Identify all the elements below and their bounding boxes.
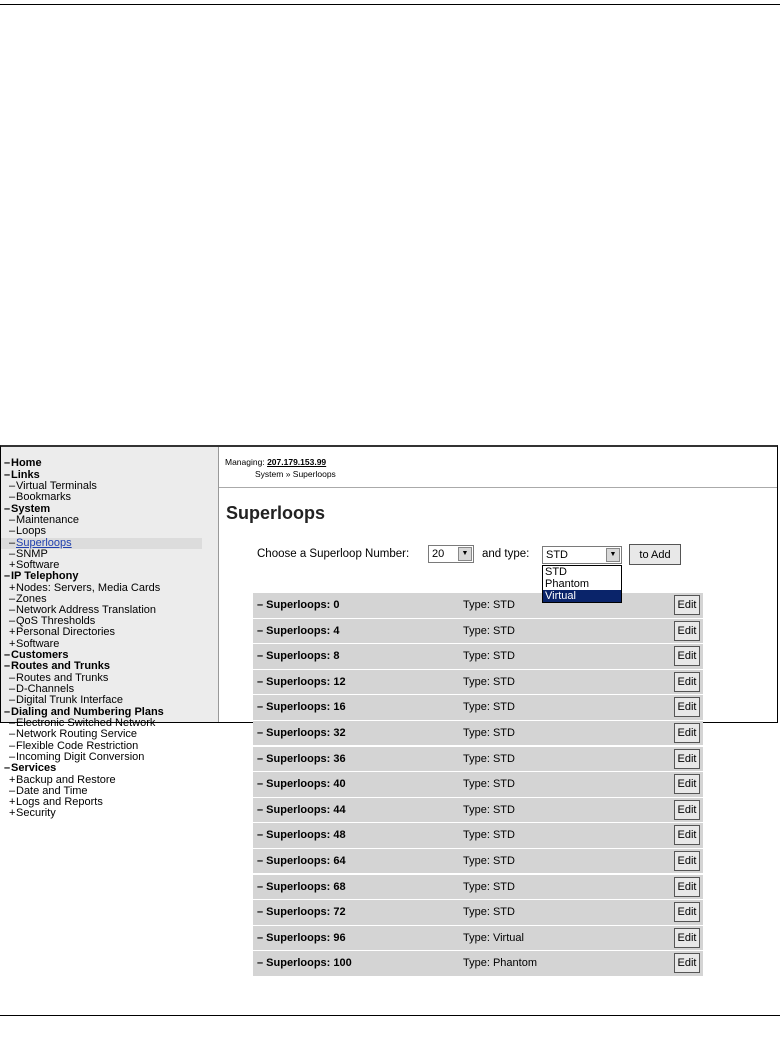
superloop-name: – Superloops: 36 xyxy=(257,752,346,765)
superloop-number-value: 20 xyxy=(432,548,445,560)
edit-button[interactable]: Edit xyxy=(674,595,700,615)
table-row xyxy=(253,772,703,797)
sidebar-item-label[interactable]: Network Routing Service xyxy=(16,728,138,741)
superloop-number-select[interactable] xyxy=(428,545,474,563)
table-row xyxy=(253,619,703,644)
edit-button[interactable]: Edit xyxy=(674,697,700,717)
table-row xyxy=(253,823,703,848)
sidebar-item-label[interactable]: SNMP xyxy=(16,547,48,560)
sidebar-item-label[interactable]: Date and Time xyxy=(16,784,88,797)
table-row xyxy=(253,849,703,874)
type-dropdown-list xyxy=(542,565,622,603)
edit-button[interactable]: Edit xyxy=(674,723,700,743)
collapse-icon[interactable]: – xyxy=(9,604,16,617)
table-row xyxy=(253,875,703,900)
superloop-name: – Superloops: 44 xyxy=(257,803,346,816)
superloop-name: – Superloops: 68 xyxy=(257,880,346,893)
superloop-type: Type: STD xyxy=(463,752,515,765)
collapse-icon[interactable]: – xyxy=(9,536,16,549)
superloop-type: Type: STD xyxy=(463,650,515,663)
managing-line xyxy=(225,457,326,467)
superloop-type: Type: STD xyxy=(463,778,515,791)
app-window xyxy=(0,445,778,970)
superloop-name: – Superloops: 40 xyxy=(257,778,346,791)
edit-button[interactable]: Edit xyxy=(674,774,700,794)
sidebar-item-label[interactable]: Personal Directories xyxy=(16,626,116,639)
superloop-type-select[interactable] xyxy=(542,546,622,564)
edit-button[interactable]: Edit xyxy=(674,749,700,769)
expand-icon[interactable]: + xyxy=(9,581,16,594)
superloop-name: – Superloops: 64 xyxy=(257,854,346,867)
page-top-rule xyxy=(0,4,780,5)
superloop-name: – Superloops: 32 xyxy=(257,726,346,739)
main-content xyxy=(219,447,777,970)
managing-label: Managing: xyxy=(225,457,265,467)
collapse-icon[interactable]: – xyxy=(4,468,11,481)
sidebar-item-label[interactable]: System xyxy=(11,502,51,515)
expand-icon[interactable]: + xyxy=(9,795,16,808)
sidebar-item-label[interactable]: Customers xyxy=(11,648,69,661)
expand-icon[interactable]: + xyxy=(9,626,16,639)
chevron-down-icon[interactable]: ▼ xyxy=(458,547,472,561)
superloop-name: – Superloops: 8 xyxy=(257,650,340,663)
sidebar-item-label[interactable]: D-Channels xyxy=(16,683,75,696)
sidebar-nav xyxy=(1,447,219,820)
superloop-list xyxy=(253,593,703,977)
table-row xyxy=(253,695,703,720)
superloop-type: Type: STD xyxy=(463,854,515,867)
superloop-type-value: STD xyxy=(546,549,568,561)
sidebar-item-label[interactable]: Incoming Digit Conversion xyxy=(16,750,145,763)
edit-button[interactable]: Edit xyxy=(674,928,700,948)
breadcrumb: System » Superloops xyxy=(255,469,336,479)
sidebar-item-label[interactable]: Links xyxy=(11,468,40,481)
sidebar-item-label[interactable]: Dialing and Numbering Plans xyxy=(11,705,164,718)
type-option[interactable]: Virtual xyxy=(543,590,621,602)
superloop-name: – Superloops: 72 xyxy=(257,906,346,919)
edit-button[interactable]: Edit xyxy=(674,851,700,871)
collapse-icon[interactable]: – xyxy=(9,717,16,730)
expand-icon[interactable]: + xyxy=(9,637,16,650)
collapse-icon[interactable]: – xyxy=(4,502,11,515)
edit-button[interactable]: Edit xyxy=(674,800,700,820)
collapse-icon[interactable]: – xyxy=(4,761,11,774)
superloop-type: Type: STD xyxy=(463,599,515,611)
table-row xyxy=(253,951,703,976)
sidebar-item-label[interactable]: Loops xyxy=(16,525,46,538)
superloop-type: Type: STD xyxy=(463,726,515,739)
sidebar-item-label[interactable]: Virtual Terminals xyxy=(16,480,97,493)
sidebar-item-label[interactable]: Superloops xyxy=(16,536,72,549)
sidebar-item-label[interactable]: Home xyxy=(11,457,42,469)
collapse-icon[interactable]: – xyxy=(9,480,16,493)
collapse-icon[interactable]: – xyxy=(9,672,16,684)
superloop-name: – Superloops: 96 xyxy=(257,931,346,944)
table-row xyxy=(253,747,703,772)
collapse-icon[interactable]: – xyxy=(9,491,16,504)
superloop-name: – Superloops: 12 xyxy=(257,675,346,688)
sidebar-item-label[interactable]: Network Address Translation xyxy=(16,604,157,617)
add-superloop-button[interactable]: to Add xyxy=(629,544,681,565)
sidebar-item-label[interactable]: Routes and Trunks xyxy=(11,660,111,673)
superloop-name: – Superloops: 0 xyxy=(257,599,340,611)
superloop-name: – Superloops: 100 xyxy=(257,957,352,970)
sidebar-item-label[interactable]: Bookmarks xyxy=(16,491,72,504)
sidebar-item-label[interactable]: Services xyxy=(11,761,57,774)
superloop-name: – Superloops: 4 xyxy=(257,624,340,637)
table-row xyxy=(253,670,703,695)
sidebar-item-label[interactable]: Electronic Switched Network xyxy=(16,717,156,730)
superloop-type: Type: STD xyxy=(463,829,515,842)
edit-button[interactable]: Edit xyxy=(674,877,700,897)
superloop-type: Type: STD xyxy=(463,880,515,893)
expand-icon[interactable]: + xyxy=(9,773,16,786)
page-title: Superloops xyxy=(226,503,326,523)
superloop-name: – Superloops: 48 xyxy=(257,829,346,842)
edit-button[interactable]: Edit xyxy=(674,672,700,692)
collapse-icon[interactable]: – xyxy=(4,648,11,661)
expand-icon[interactable]: + xyxy=(9,558,16,571)
type-option[interactable]: STD xyxy=(545,566,567,578)
collapse-icon[interactable]: – xyxy=(9,615,16,628)
collapse-icon[interactable]: – xyxy=(9,514,16,527)
sidebar-item-label[interactable]: Security xyxy=(16,807,56,820)
sidebar-item-label[interactable]: Digital Trunk Interface xyxy=(16,694,123,707)
sidebar-item-label[interactable]: Routes and Trunks xyxy=(16,672,109,684)
collapse-icon[interactable]: – xyxy=(4,705,11,718)
sidebar-item-label[interactable]: Maintenance xyxy=(16,514,79,527)
collapse-icon[interactable]: – xyxy=(9,784,16,797)
superloop-type: Type: STD xyxy=(463,624,515,637)
sidebar-item-label[interactable]: Logs and Reports xyxy=(16,795,103,808)
table-row xyxy=(253,900,703,925)
collapse-icon[interactable]: – xyxy=(9,683,16,696)
sidebar-item-label[interactable]: Flexible Code Restriction xyxy=(16,739,139,752)
expand-icon[interactable]: + xyxy=(9,807,16,820)
sidebar-item-label[interactable]: Backup and Restore xyxy=(16,773,116,786)
superloop-type: Type: STD xyxy=(463,701,515,714)
chevron-down-icon[interactable]: ▼ xyxy=(606,548,620,562)
superloop-type: Type: STD xyxy=(463,675,515,688)
table-row xyxy=(253,644,703,669)
table-row xyxy=(253,593,703,618)
type-label: and type: xyxy=(482,548,530,560)
edit-button[interactable]: Edit xyxy=(674,825,700,845)
superloop-type: Type: STD xyxy=(463,906,515,919)
collapse-icon[interactable]: – xyxy=(9,547,16,560)
collapse-icon[interactable]: – xyxy=(9,728,16,741)
sidebar-item-label[interactable]: QoS Thresholds xyxy=(16,615,96,628)
edit-button[interactable]: Edit xyxy=(674,621,700,641)
superloop-type: Type: Phantom xyxy=(463,957,537,970)
collapse-icon[interactable]: – xyxy=(9,739,16,752)
sidebar-item-label[interactable]: Software xyxy=(16,558,60,571)
table-row xyxy=(253,798,703,823)
collapse-icon[interactable]: – xyxy=(9,750,16,763)
edit-button[interactable]: Edit xyxy=(674,646,700,666)
edit-button[interactable]: Edit xyxy=(674,953,700,973)
page-bottom-rule xyxy=(0,1015,780,1016)
table-row xyxy=(253,926,703,951)
sidebar-item[interactable] xyxy=(1,808,218,819)
collapse-icon[interactable]: – xyxy=(4,570,11,583)
collapse-icon[interactable]: – xyxy=(9,525,16,538)
sidebar-item-label[interactable]: Nodes: Servers, Media Cards xyxy=(16,581,161,594)
managing-address-link[interactable]: 207.179.153.99 xyxy=(267,457,327,467)
type-option[interactable]: Phantom xyxy=(545,578,590,590)
sidebar-item-label[interactable]: IP Telephony xyxy=(11,570,79,583)
edit-button[interactable]: Edit xyxy=(674,902,700,922)
collapse-icon[interactable]: – xyxy=(4,660,11,673)
sidebar-item-label[interactable]: Zones xyxy=(16,592,47,605)
choose-number-label: Choose a Superloop Number: xyxy=(257,548,410,560)
collapse-icon[interactable]: – xyxy=(9,694,16,707)
table-row xyxy=(253,721,703,746)
header-divider xyxy=(219,487,777,488)
superloop-type: Type: Virtual xyxy=(463,931,524,944)
superloop-type: Type: STD xyxy=(463,803,515,816)
collapse-icon[interactable]: – xyxy=(9,592,16,605)
collapse-icon[interactable]: – xyxy=(4,457,11,469)
superloop-name: – Superloops: 16 xyxy=(257,701,346,714)
sidebar-item-label[interactable]: Software xyxy=(16,637,60,650)
